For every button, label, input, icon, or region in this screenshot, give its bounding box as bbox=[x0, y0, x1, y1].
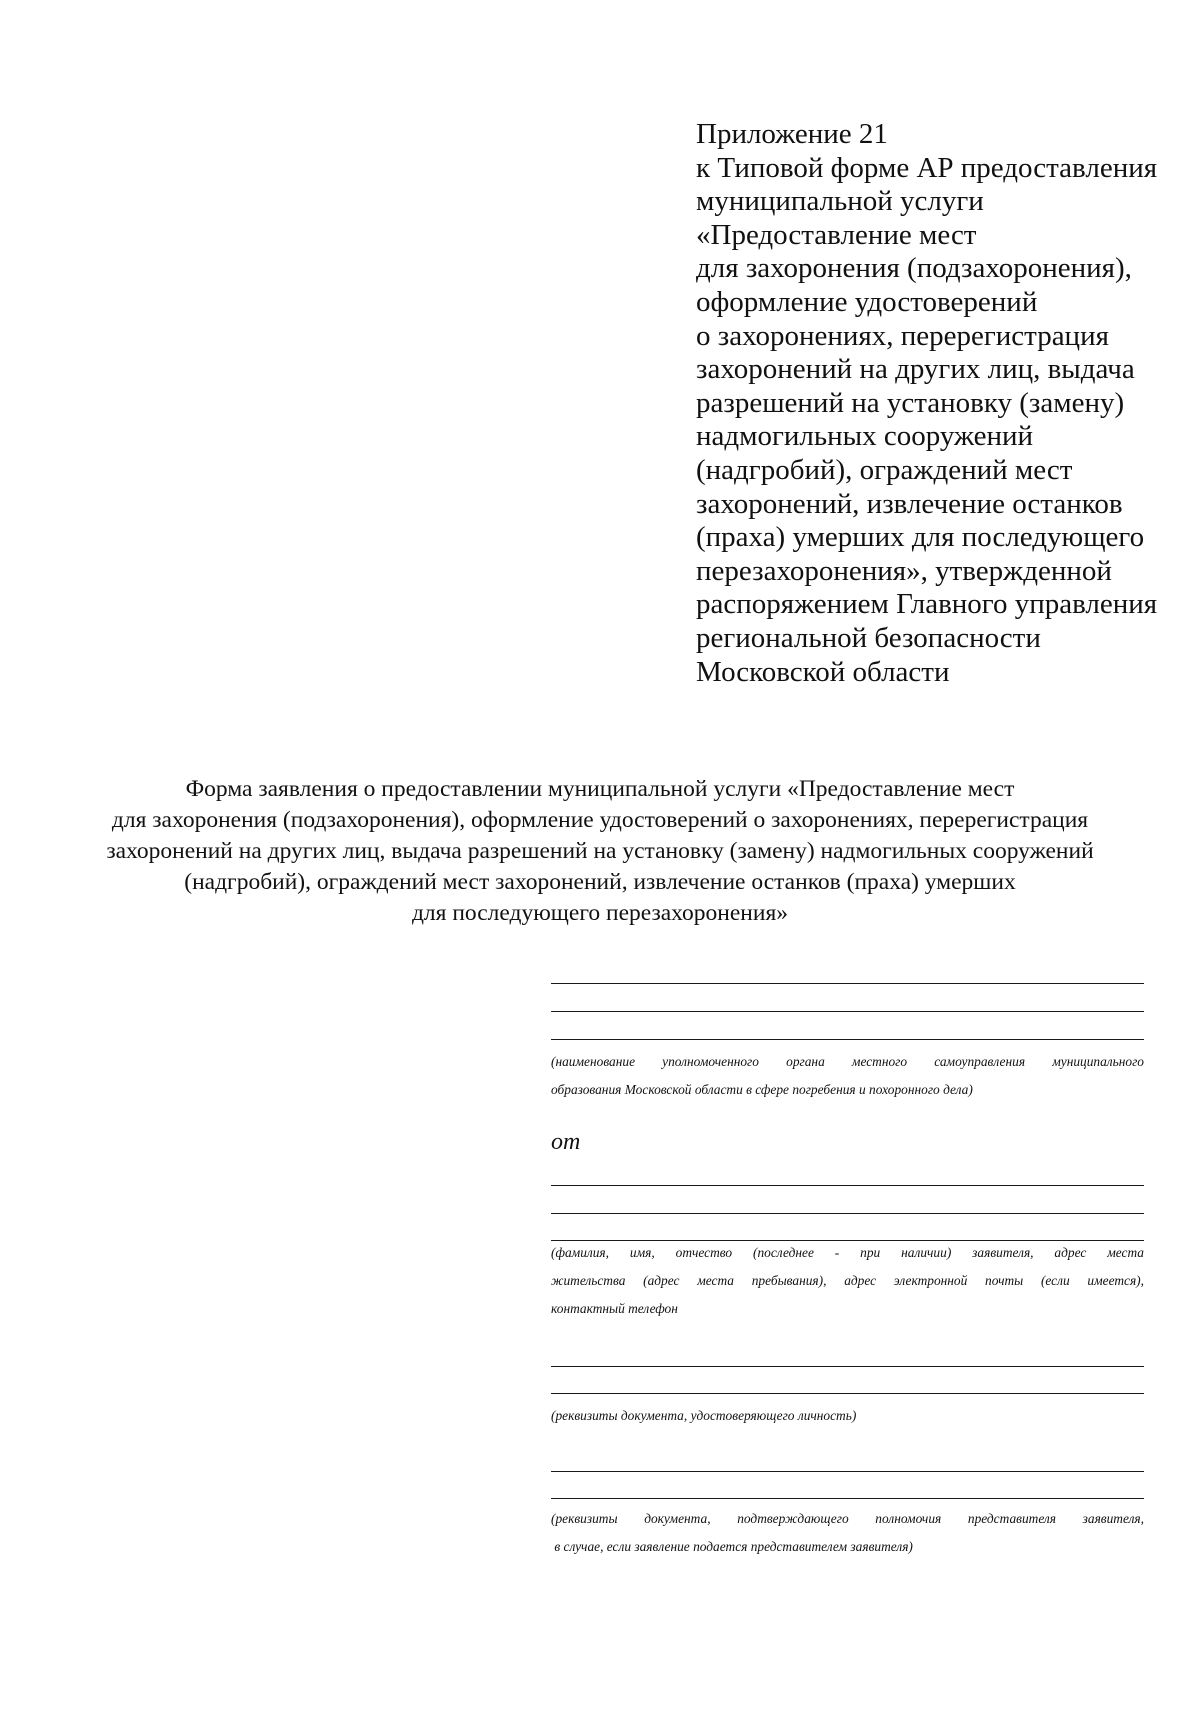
applicant-line[interactable] bbox=[551, 1185, 1144, 1186]
annex-line: региональной безопасности bbox=[696, 621, 1041, 654]
identity-line[interactable] bbox=[551, 1393, 1144, 1394]
annex-line: (надгробий), ограждений мест bbox=[696, 453, 1073, 486]
annex-header bbox=[696, 118, 1166, 689]
annex-line: Московской области bbox=[696, 655, 950, 688]
annex-line: перезахоронения», утвержденной bbox=[696, 554, 1112, 587]
annex-line: о захоронениях, перерегистрация bbox=[696, 319, 1109, 352]
annex-line: «Предоставление мест bbox=[696, 218, 977, 251]
authority-line[interactable] bbox=[551, 1039, 1144, 1040]
annex-line: муниципальной услуги bbox=[696, 185, 984, 218]
applicant-line[interactable] bbox=[551, 1213, 1144, 1214]
caption-line: контактный телефон bbox=[551, 1301, 678, 1316]
caption-line: в случае, если заявление подается представителем заявителя) bbox=[551, 1539, 913, 1554]
form-title-line: (надгробий), ограждений мест захоронений, извлечение останков (праха) умерших bbox=[184, 869, 1016, 895]
identity-caption bbox=[551, 1402, 1144, 1430]
form-title-line: для захоронения (подзахоронения), оформление удостоверений о захоронениях, перерегистрация bbox=[111, 807, 1089, 833]
annex-line: оформление удостоверений bbox=[696, 285, 1038, 318]
form-title bbox=[60, 774, 1140, 929]
authority-caption bbox=[551, 1048, 1144, 1104]
caption-line: (наименование уполномоченного органа местного самоуправления муниципального bbox=[551, 1054, 1144, 1069]
annex-line: к Типовой форме АР предоставления bbox=[696, 151, 1158, 184]
identity-line[interactable] bbox=[551, 1366, 1144, 1367]
annex-line: захоронений на других лиц, выдача bbox=[696, 353, 1135, 386]
form-title-line: захоронений на других лиц, выдача разрешений на установку (замену) надмогильных сооружений bbox=[106, 838, 1094, 864]
annex-line: разрешений на установку (замену) bbox=[696, 386, 1125, 419]
annex-line: для захоронения (подзахоронения), bbox=[696, 252, 1132, 285]
caption-line: (реквизиты документа, удостоверяющего личность) bbox=[551, 1408, 857, 1423]
authority-line[interactable] bbox=[551, 983, 1144, 984]
from-label: от bbox=[551, 1129, 581, 1155]
annex-line: надмогильных сооружений bbox=[696, 420, 1034, 453]
form-title-line: Форма заявления о предоставлении муниципальной услуги «Предоставление мест bbox=[185, 776, 1015, 802]
caption-line: (реквизиты документа, подтверждающего полномочия представителя заявителя, bbox=[551, 1511, 1144, 1526]
form-title-line: для последующего перезахоронения» bbox=[411, 900, 789, 926]
authority-line[interactable] bbox=[551, 1011, 1144, 1012]
caption-line: (фамилия, имя, отчество (последнее - при наличии) заявителя, адрес места bbox=[551, 1245, 1144, 1260]
annex-line: Приложение 21 bbox=[696, 118, 888, 150]
annex-line: захоронений, извлечение останков bbox=[696, 487, 1123, 520]
caption-line: образования Московской области в сфере погребения и похоронного дела) bbox=[551, 1082, 973, 1097]
caption-line: жительства (адрес места пребывания), адрес электронной почты (если имеется), bbox=[551, 1273, 1144, 1288]
annex-line: распоряжением Главного управления bbox=[696, 588, 1158, 621]
representative-line[interactable] bbox=[551, 1498, 1144, 1499]
representative-line[interactable] bbox=[551, 1471, 1144, 1472]
applicant-caption bbox=[551, 1239, 1144, 1323]
annex-line: (праха) умерших для последующего bbox=[696, 521, 1145, 554]
representative-caption bbox=[551, 1505, 1144, 1561]
